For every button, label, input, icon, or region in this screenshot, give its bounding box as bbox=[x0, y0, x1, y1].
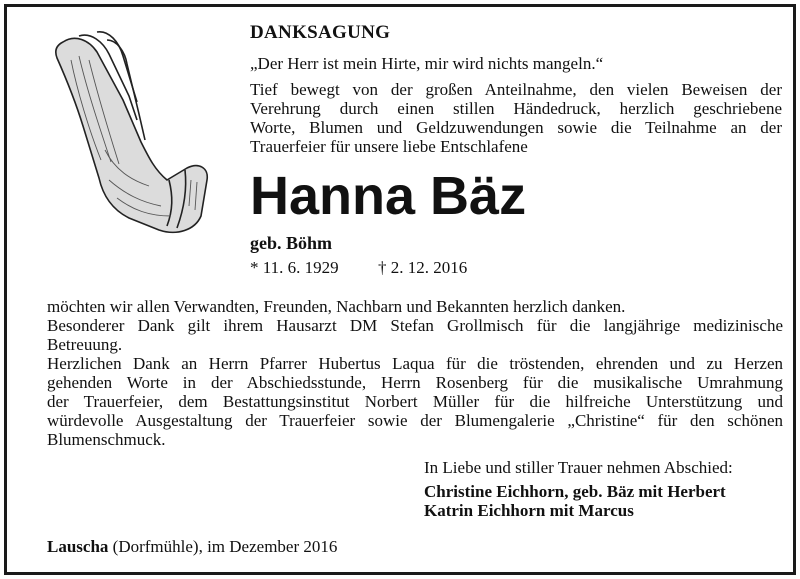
place-and-date bbox=[47, 537, 337, 557]
thanks-line: der Trauerfeier, dem Bestattungsinstitut Norbert Müller für die hilfreiche Unterstützung und bbox=[47, 392, 783, 411]
thanks-line: Besonderer Dank gilt ihrem Hausarzt DM Stefan Grollmisch für die langjährige medizinische bbox=[47, 316, 783, 335]
deceased-name: Hanna Bäz bbox=[250, 166, 527, 226]
thanks-line: möchten wir allen Verwandten, Freunden, Nachbarn und Bekannten herzlich danken. bbox=[47, 297, 626, 316]
family-signatures bbox=[424, 482, 726, 520]
place-date-text: (Dorfmühle), im Dezember 2016 bbox=[108, 537, 338, 556]
town-name: Lauscha bbox=[47, 537, 109, 556]
farewell-line: In Liebe und stiller Trauer nehmen Abschied: bbox=[424, 458, 733, 477]
intro-line: Worte, Blumen und Geldzuwendungen sowie die Teilnahme an der bbox=[250, 118, 782, 137]
thanks-line: gehenden Worte in der Abschiedsstunde, Herrn Rosenberg für die musikalische Umrahmung bbox=[47, 373, 783, 392]
intro-paragraph bbox=[250, 80, 782, 156]
intro-line: Tief bewegt von der großen Anteilnahme, den vielen Beweisen der bbox=[250, 80, 782, 99]
intro-line: Verehrung durch einen stillen Händedruck, herzlich geschriebene bbox=[250, 99, 782, 118]
praying-hands-icon bbox=[45, 30, 215, 240]
family-member: Christine Eichhorn, geb. Bäz mit Herbert bbox=[424, 482, 726, 501]
thanks-line: Blumenschmuck. bbox=[47, 430, 166, 449]
intro-line: Trauerfeier für unsere liebe Entschlafene bbox=[250, 137, 528, 156]
birth-date: * 11. 6. 1929 bbox=[250, 258, 339, 277]
psalm-quote: „Der Herr ist mein Hirte, mir wird nichts mangeln.“ bbox=[250, 54, 604, 73]
family-member: Katrin Eichhorn mit Marcus bbox=[424, 501, 634, 520]
thanks-line: würdevolle Ausgestaltung der Trauerfeier sowie der Blumengalerie „Christine“ für den schönen bbox=[47, 411, 783, 430]
thanks-paragraph bbox=[47, 297, 783, 449]
thanks-line: Herzlichen Dank an Herrn Pfarrer Hubertus Laqua für die tröstenden, ehrenden und zu Herzen bbox=[47, 354, 783, 373]
birth-name: geb. Böhm bbox=[250, 233, 333, 253]
death-date: † 2. 12. 2016 bbox=[378, 258, 468, 277]
notice-heading: DANKSAGUNG bbox=[250, 22, 391, 43]
thanks-line: Betreuung. bbox=[47, 335, 123, 354]
